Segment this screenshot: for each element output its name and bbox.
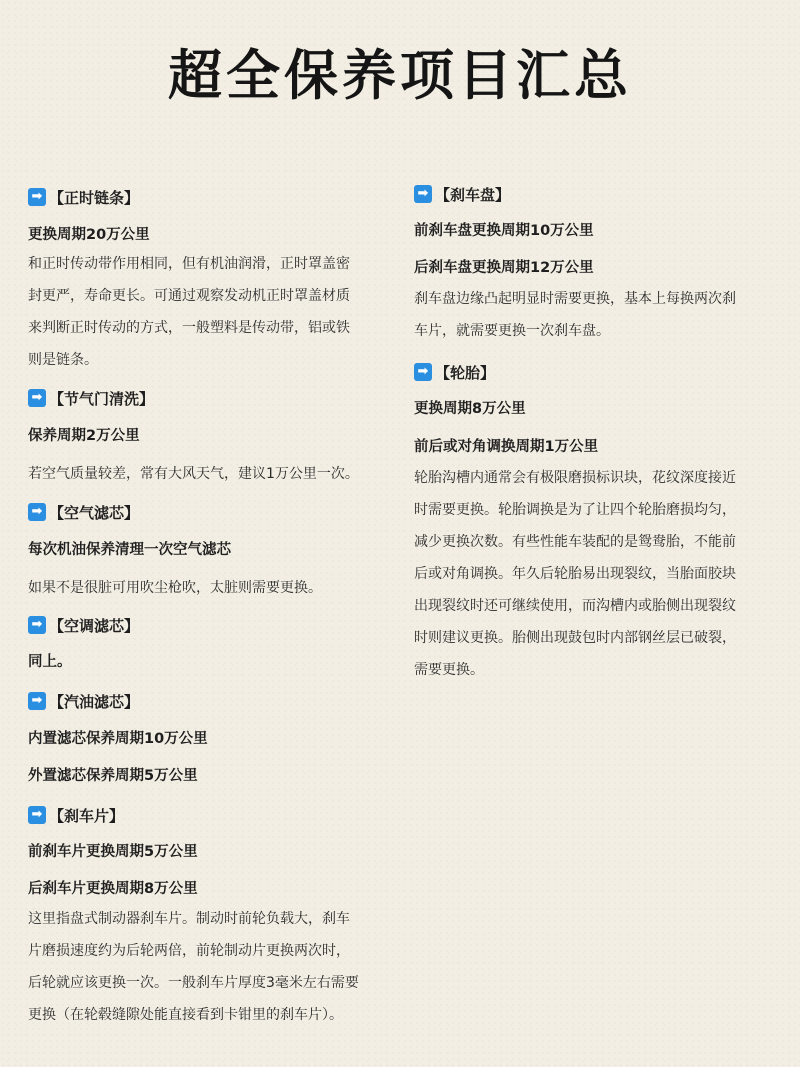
description-line: 这里指盘式制动器刹车片。制动时前轮负载大，刹车 [28,911,350,927]
arrow-right-icon: ➡ [28,188,46,206]
description-line: 如果不是很脏可用吹尘枪吹，太脏则需要更换。 [28,580,322,596]
section-tire [414,361,495,383]
description-line: 后轮就应该更换一次。一般刹车片厚度3毫米左右需要 [28,975,359,991]
interval-text: 外置滤芯保养周期5万公里 [28,768,198,784]
heading-label: 【正时链条】 [49,188,140,207]
description-line: 出现裂纹时还可继续使用，而沟槽内或胎侧出现裂纹 [414,598,736,614]
interval-text: 每次机油保养清理一次空气滤芯 [28,542,231,558]
description-line: 更换（在轮毂缝隙处能直接看到卡钳里的刹车片）。 [28,1007,343,1023]
description-line: 封更严，寿命更长。可通过观察发动机正时罩盖材质 [28,288,350,304]
section-heading [414,183,510,205]
section-description [28,458,359,490]
section-timing-chain [28,186,139,208]
description-line: 需要更换。 [414,662,484,678]
arrow-right-icon: ➡ [28,503,46,521]
section-heading [28,690,139,712]
section-description [414,283,736,347]
section-brake-disc [414,183,510,205]
description-line: 后或对角调换。年久后轮胎易出现裂纹，当胎面胶块 [414,566,736,582]
heading-label: 【汽油滤芯】 [49,692,140,711]
description-line: 刹车盘边缘凸起明显时需要更换，基本上每换两次刹 [414,291,736,307]
arrow-right-icon: ➡ [414,185,432,203]
section-throttle [28,387,154,409]
section-description [414,462,736,686]
description-line: 和正时传动带作用相同，但有机油润滑，正时罩盖密 [28,256,350,272]
arrow-right-icon: ➡ [28,389,46,407]
description-line: 来判断正时传动的方式，一般塑料是传动带，铝或铁 [28,320,350,336]
heading-label: 【空调滤芯】 [49,616,140,635]
interval-text: 同上。 [28,654,72,670]
arrow-right-icon: ➡ [28,616,46,634]
description-line: 时需要更换。轮胎调换是为了让四个轮胎磨损均匀， [414,502,736,518]
interval-text: 前后或对角调换周期1万公里 [414,439,599,455]
section-ac-filter [28,614,139,636]
interval-text: 前刹车盘更换周期10万公里 [414,223,594,239]
description-line: 则是链条。 [28,352,98,368]
interval-text: 保养周期2万公里 [28,428,140,444]
interval-text: 后刹车片更换周期8万公里 [28,881,198,897]
interval-text: 前刹车片更换周期5万公里 [28,844,198,860]
section-description [28,903,359,1031]
description-line: 片磨损速度约为后轮两倍，前轮制动片更换两次时， [28,943,350,959]
arrow-right-icon: ➡ [414,363,432,381]
section-heading [28,186,139,208]
description-line: 车片，就需要更换一次刹车盘。 [414,323,610,339]
description-line: 时则建议更换。胎侧出现鼓包时内部钢丝层已破裂， [414,630,736,646]
description-line: 减少更换次数。有些性能车装配的是鸳鸯胎，不能前 [414,534,736,550]
description-line: 若空气质量较差，常有大风天气，建议1万公里一次。 [28,466,359,482]
heading-label: 【刹车盘】 [435,185,511,204]
heading-label: 【刹车片】 [49,806,125,825]
interval-text: 更换周期20万公里 [28,227,150,243]
section-heading [28,804,124,826]
arrow-right-icon: ➡ [28,806,46,824]
section-description [28,572,322,604]
section-description [28,248,350,376]
section-heading [28,387,154,409]
section-brake-pad [28,804,124,826]
interval-text: 内置滤芯保养周期10万公里 [28,731,208,747]
interval-text: 更换周期8万公里 [414,401,526,417]
interval-text: 后刹车盘更换周期12万公里 [414,260,594,276]
section-heading [414,361,495,383]
section-fuel-filter [28,690,139,712]
description-line: 轮胎沟槽内通常会有极限磨损标识块，花纹深度接近 [414,470,736,486]
heading-label: 【节气门清洗】 [49,389,155,408]
section-heading [28,501,139,523]
heading-label: 【空气滤芯】 [49,503,140,522]
arrow-right-icon: ➡ [28,692,46,710]
heading-label: 【轮胎】 [435,363,496,382]
section-heading [28,614,139,636]
section-air-filter [28,501,139,523]
page-title: 超全保养项目汇总 [168,44,632,107]
